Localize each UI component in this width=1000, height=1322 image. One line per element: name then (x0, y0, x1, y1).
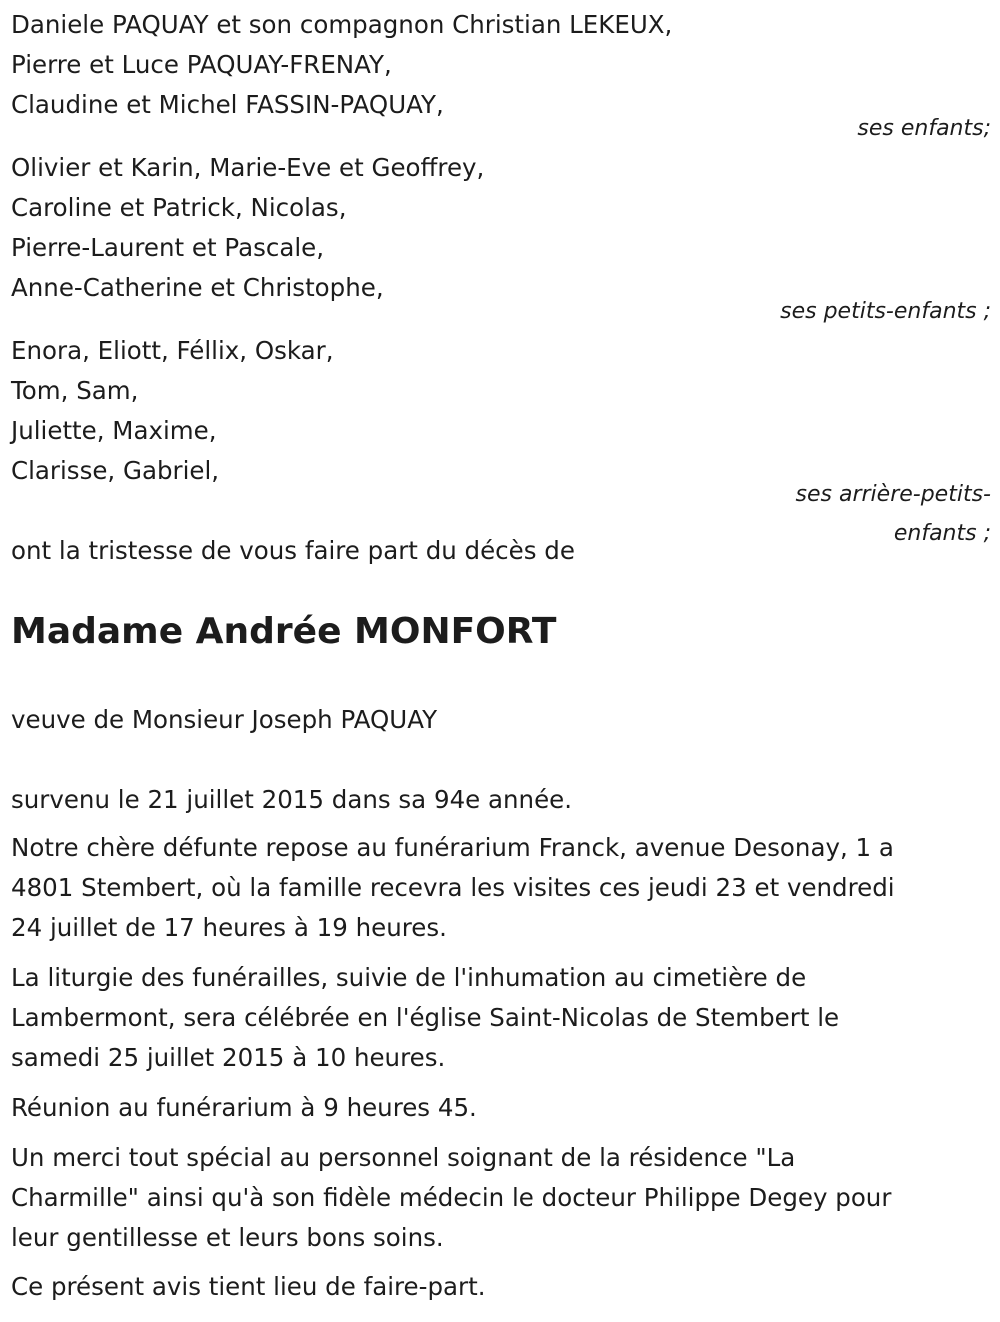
paragraph-liturgy: samedi 25 juillet 2015 à 10 heures. (11, 1043, 446, 1072)
death-date: survenu le 21 juillet 2015 dans sa 94e année. (11, 785, 573, 814)
grandchildren-line: Olivier et Karin, Marie-Eve et Geoffrey, (11, 153, 485, 182)
paragraph-liturgy: Lambermont, sera célébrée en l'église Saint-Nicolas de Stembert le (11, 1003, 840, 1032)
great-grandchildren-label: enfants ; (893, 521, 991, 546)
grandchildren-label: ses petits-enfants ; (780, 299, 991, 324)
paragraph-funerarium: Notre chère défunte repose au funérarium Franck, avenue Desonay, 1 a (11, 833, 894, 862)
paragraph-thanks: Un merci tout spécial au personnel soignant de la résidence "La (11, 1143, 796, 1172)
grandchildren-line: Anne-Catherine et Christophe, (11, 273, 384, 302)
great-grandchildren-line: Juliette, Maxime, (11, 416, 217, 445)
children-label: ses enfants; (857, 116, 991, 141)
great-grandchildren-line: Enora, Eliott, Féllix, Oskar, (11, 336, 334, 365)
paragraph-thanks: Charmille" ainsi qu'à son fidèle médecin le docteur Philippe Degey pour (11, 1183, 892, 1212)
paragraph-funerarium: 4801 Stembert, où la famille recevra les visites ces jeudi 23 et vendredi (11, 873, 895, 902)
great-grandchildren-line: Tom, Sam, (11, 376, 139, 405)
great-grandchildren-line: Clarisse, Gabriel, (11, 456, 220, 485)
paragraph-thanks: leur gentillesse et leurs bons soins. (11, 1223, 444, 1252)
deceased-name: Madame Andrée MONFORT (11, 611, 557, 652)
children-line: Pierre et Luce PAQUAY-FRENAY, (11, 50, 392, 79)
paragraph-closing: Ce présent avis tient lieu de faire-part. (11, 1272, 486, 1301)
great-grandchildren-label: ses arrière-petits- (795, 482, 991, 507)
children-line: Daniele PAQUAY et son compagnon Christian LEKEUX, (11, 10, 673, 39)
paragraph-funerarium: 24 juillet de 17 heures à 19 heures. (11, 913, 447, 942)
announcement: ont la tristesse de vous faire part du décès de (11, 536, 575, 565)
grandchildren-line: Pierre-Laurent et Pascale, (11, 233, 324, 262)
paragraph-meeting: Réunion au funérarium à 9 heures 45. (11, 1093, 477, 1122)
children-line: Claudine et Michel FASSIN-PAQUAY, (11, 90, 444, 119)
paragraph-liturgy: La liturgie des funérailles, suivie de l'inhumation au cimetière de (11, 963, 807, 992)
widow-of: veuve de Monsieur Joseph PAQUAY (11, 705, 438, 734)
grandchildren-line: Caroline et Patrick, Nicolas, (11, 193, 347, 222)
